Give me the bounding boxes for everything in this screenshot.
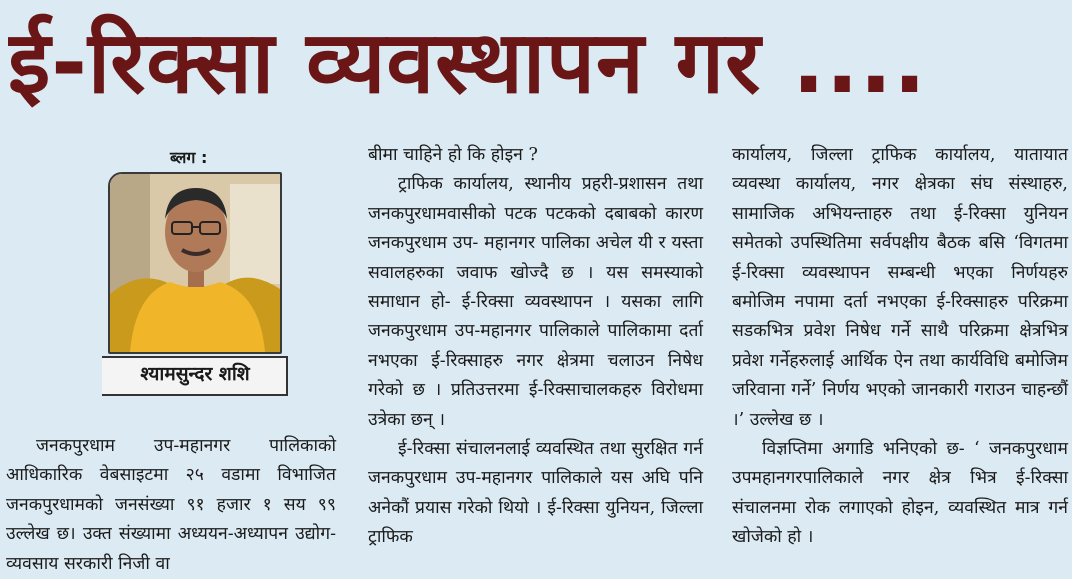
blog-label: ब्लग :	[170, 148, 208, 167]
paragraph: ई-रिक्सा संचालनलाई व्यवस्थित तथा सुरक्षित गर्न जनकपुरधाम उप-महानगर पालिकाले यस अघि पनि अनेकौं प्रयास गरेको थियो । ई-रिक्सा युनियन, जिल्ला ट्राफिक	[368, 439, 703, 548]
article-column-1	[6, 432, 336, 579]
paragraph: जनकपुरधाम उप-महानगर पालिकाको आधिकारिक वेबसाइटमा २५ वडामा विभाजित जनकपुरधामको जनसंख्या ९१ हजार १ सय ९९ उल्लेख छ। उक्त संख्यामा अध्ययन-अध्यापन उद्योग-व्यवसाय सरकारी निजी वा	[6, 436, 336, 574]
article-column-3	[732, 141, 1068, 553]
paragraph: बीमा चाहिने हो कि होइन ?	[368, 145, 538, 165]
paragraph: कार्यालय, जिल्ला ट्राफिक कार्यालय, यातायात व्यवस्था कार्यालय, नगर क्षेत्रका संघ संस्थाहरु, सामाजिक अभियन्ताहरु तथा ई-रिक्सा युनियन समेतको उपस्थितिमा सर्वपक्षीय बैठक बसि ‘विगतमा ई-रिक्सा व्यवस्थापन सम्बन्धी भएका निर्णयहरु बमोजिम नपामा दर्ता नभएका ई-रिक्साहरु परिक्रमा सडकभित्र प्रवेश निषेध गर्ने साथै परिक्रमा क्षेत्रभित्र प्रवेश गर्नेहरुलाई आर्थिक ऐन तथा कार्यविधि बमोजिम जरिवाना गर्ने’ निर्णय भएको जानकारी गराउन चाहन्छौं ।’ उल्लेख छ ।	[732, 145, 1068, 430]
paragraph: विज्ञप्तिमा अगाडि भनिएको छ- ‘ जनकपुरधाम उपमहानगरपालिकाले नगर क्षेत्र भित्र ई-रिक्सा संचालनमा रोक लगाएको होइन, व्यवस्थित मात्र गर्न खोजेको हो ।	[732, 439, 1068, 548]
paragraph: ट्राफिक कार्यालय, स्थानीय प्रहरी-प्रशासन तथा जनकपुरधामवासीको पटक पटकको दबाबको कारण जनकपुरधाम उप- महानगर पालिका अचेल यी र यस्ता सवालहरुका जवाफ खोज्दै छ । यस समस्याको समाधान हो- ई-रिक्सा व्यवस्थापन । यसका लागि जनकपुरधाम उप-महानगर पालिकाले पालिकामा दर्ता नभएका ई-रिक्साहरु नगर क्षेत्रमा चलाउन निषेध गरेको छ । प्रतिउत्तरमा ई-रिक्साचालकहरु विरोधमा उत्रेका छन् ।	[368, 174, 703, 430]
article-column-2	[368, 141, 703, 553]
author-name: श्यामसुन्दर शशि	[140, 363, 250, 385]
author-photo	[108, 172, 282, 354]
headline: ई-रिक्सा व्यवस्थापन गर ....	[8, 13, 927, 113]
